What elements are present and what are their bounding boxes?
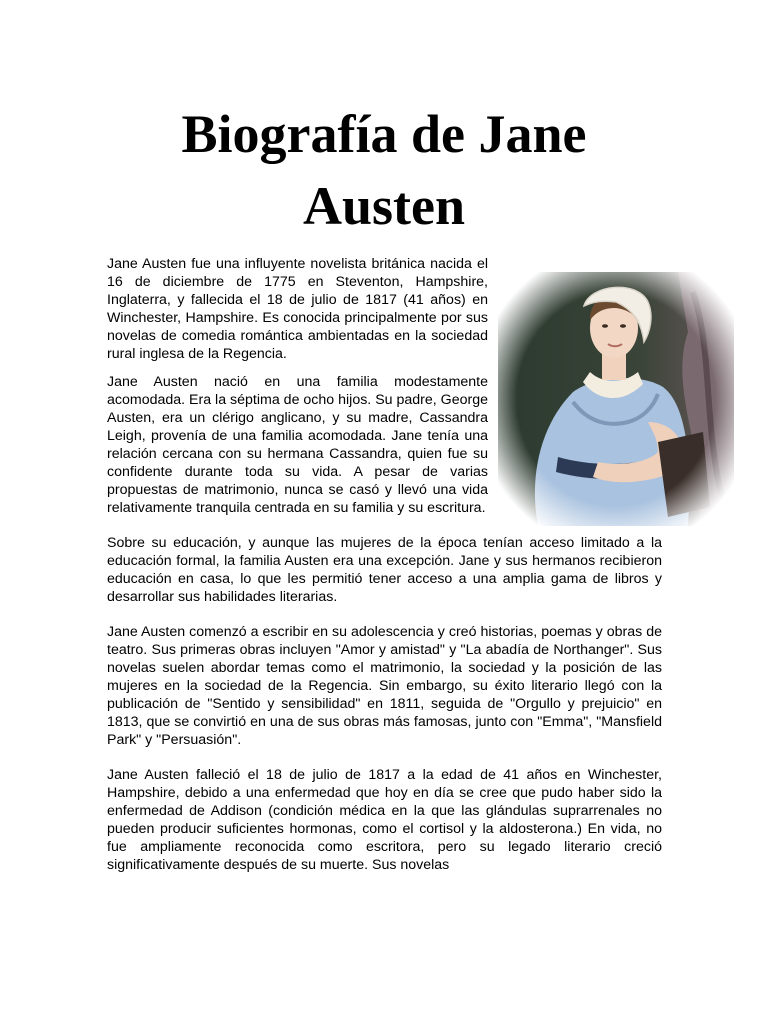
- paragraph-death: Jane Austen falleció el 18 de julio de 1817 a la edad de 41 años en Winchester, Hampshire, debido a una enfermedad que hoy en día se cree que pudo haber sido la enfermedad de Addison (condición médica en la que las glándulas suprarrenales no pueden producir suficientes hormonas, como el cortisol y la aldosterona.) En vida, no fue ampliamente reconocida como escritora, pero su legado literario creció significativamente después de su muerte. Sus novelas: [107, 767, 662, 873]
- biography-text: [107, 255, 662, 874]
- paragraph-education: Sobre su educación, y aunque las mujeres de la época tenían acceso limitado a la educación formal, la familia Austen era una excepción. Jane y sus hermanos recibieron educación en casa, lo que les permitió tener acceso a una amplia gama de libros y desarrollar sus habilidades literarias.: [107, 535, 662, 605]
- paragraph-family: Jane Austen nació en una familia modestamente acomodada. Era la séptima de ocho hijos. Su padre, George Austen, era un clérigo anglicano, y su madre, Cassandra Leigh, provenía de una familia acomodada. Jane tenía una relación cercana con su hermana Cassandra, quien fue su confidente durante toda su vida. A pesar de varias propuestas de matrimonio, nunca se casó y llevó una vida relativamente tranquila centrada en su familia y su escritura.: [107, 374, 488, 516]
- paragraph-intro: Jane Austen fue una influyente novelista británica nacida el 16 de diciembre de 1775 en Steventon, Hampshire, Inglaterra, y fallecida el 18 de julio de 1817 (41 años) en Winchester, Hampshire. Es conocida principalmente por sus novelas de comedia romántica ambientadas en la sociedad rural inglesa de la Regencia.: [107, 256, 488, 362]
- page-title: Biografía de Jane Austen: [181, 104, 587, 236]
- paragraph-works: Jane Austen comenzó a escribir en su adolescencia y creó historias, poemas y obras de teatro. Sus primeras obras incluyen "Amor y amistad" y "La abadía de Northanger". Sus novelas suelen abordar temas como el matrimonio, la sociedad y la posición de las mujeres en la sociedad de la Regencia. Sin embargo, su éxito literario llegó con la publicación de "Sentido y sensibilidad" en 1811, seguida de "Orgullo y prejuicio" en 1813, que se convirtió en una de sus obras más famosas, junto con "Emma", "Mansfield Park" y "Persuasión".: [107, 624, 662, 748]
